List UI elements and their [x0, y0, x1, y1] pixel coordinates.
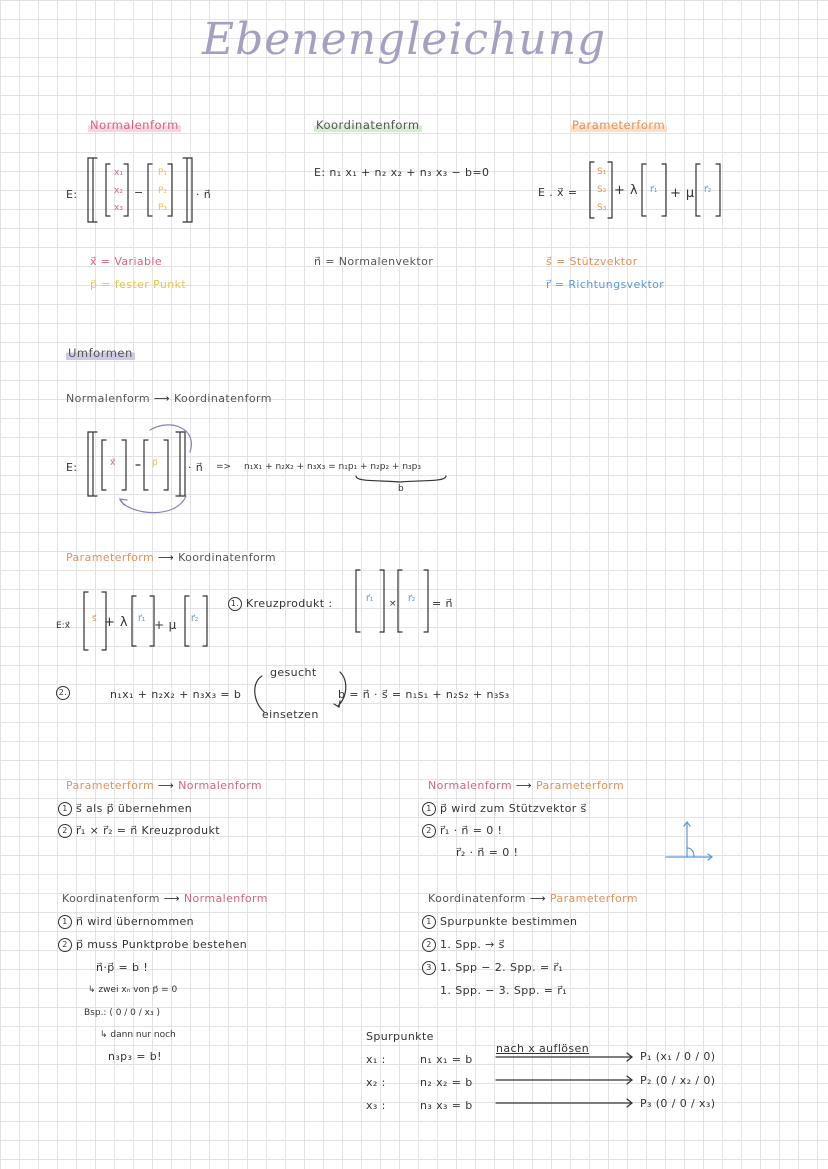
koordinatenform-heading: Koordinatenform	[316, 118, 420, 132]
n-to-k-p: p⃗	[152, 458, 158, 468]
p-to-n-arrow: ⟶	[157, 779, 175, 792]
n-to-k-brackets	[88, 432, 185, 496]
spurpunkt-row-2-result: P₂ (0 / x₂ / 0)	[640, 1074, 716, 1087]
normalenform-brackets	[88, 158, 192, 222]
k-to-p-step-2-num: 2	[422, 938, 436, 952]
p-to-k-step1-label: Kreuzprodukt :	[246, 597, 333, 610]
p-to-k-equals-n: = n⃗	[432, 597, 453, 610]
k-to-n-from: Koordinatenform	[62, 892, 160, 905]
p-to-k-step2-eq: n₁x₁ + n₂x₂ + n₃x₃ = b	[110, 688, 242, 701]
note-normalenvektor: n⃗ = Normalenvektor	[314, 255, 434, 268]
page-title: Ebenengleichung	[202, 14, 607, 65]
spurpunkt-row-3-eq: n₃ x₃ = b	[420, 1099, 473, 1112]
parameterform-heading: Parameterform	[572, 118, 666, 132]
k-to-n-step-1-num: 1	[58, 915, 72, 929]
n-to-p-step-1-num: 1	[422, 802, 436, 816]
gesucht-loop-right	[338, 672, 346, 706]
p-to-k-brackets	[84, 570, 428, 650]
k-to-n-zwei-line: ↳ zwei xₙ von p⃗ = 0	[88, 985, 178, 995]
p-to-k-plus-mu: + μ	[154, 618, 177, 632]
spurpunkt-row-2-var: x₂ :	[366, 1076, 386, 1089]
spurpunkt-row-3-result: P₃ (0 / 0 / x₃)	[640, 1097, 716, 1110]
p-to-n-step-1-text: s⃗ als p⃗ übernehmen	[76, 802, 193, 815]
note-richtungsvektor: r⃗ = Richtungsvektor	[546, 278, 665, 291]
spurpunkt-row-1-var: x₁ :	[366, 1053, 386, 1066]
p-to-k-from: Parameterform	[66, 551, 155, 564]
n-to-p-step-2-line2: r⃗₂ · n⃗ = 0 !	[456, 846, 519, 859]
n-to-k-lhs: E:	[66, 461, 78, 474]
p-to-k-lhs: E:x⃗	[56, 621, 71, 631]
parameterform-plus-mu: + μ	[670, 186, 695, 201]
note-variable: x⃗ = Variable	[90, 255, 163, 268]
k-to-p-from: Koordinatenform	[428, 892, 526, 905]
k-to-p-step-3-text: 1. Spp − 2. Spp. = r⃗₁	[440, 961, 564, 974]
normalenform-x2: x₂	[114, 186, 123, 196]
k-to-n-step-1-text: n⃗ wird übernommen	[76, 915, 195, 928]
parameterform-s3: S₃	[597, 203, 607, 213]
n-to-p-step-1-text: p⃗ wird zum Stützvektor s⃗	[440, 802, 587, 815]
n-to-k-result: n₁x₁ + n₂x₂ + n₃x₃ = n₁p₁ + n₂p₂ + n₃p₃	[244, 462, 421, 472]
normal-vector-sketch	[666, 822, 712, 860]
parameterform-lhs: E . x⃗ =	[538, 186, 578, 199]
k-to-p-step-2-text: 1. Spp. → s⃗	[440, 938, 505, 951]
k-to-p-arrow: ⟶	[529, 892, 546, 905]
p-to-k-s: s⃗	[92, 614, 97, 624]
p-to-k-cross-r1: r⃗₁	[366, 594, 374, 604]
normalenform-p3: P₃	[158, 203, 168, 213]
normalenform-heading: Normalenform	[90, 118, 179, 132]
p-to-k-r1: r⃗₁	[138, 614, 146, 624]
gesucht-loop-left	[255, 676, 264, 712]
p-to-k-step1-num: 1.	[228, 597, 242, 611]
p-to-n-step-2-num: 2	[58, 824, 72, 838]
parameterform-r1: r⃗₁	[650, 185, 658, 195]
parameterform-r2: r⃗₂	[704, 185, 712, 195]
n-to-k-from: Normalenform	[66, 392, 150, 405]
p-to-k-einsetzen: einsetzen	[262, 708, 319, 721]
n-to-p-to: Parameterform	[535, 779, 625, 792]
k-to-p-step-1-text: Spurpunkte bestimmen	[440, 915, 578, 928]
p-to-k-arrow: ⟶	[157, 551, 175, 564]
k-to-p-to: Parameterform	[549, 892, 638, 905]
n-to-k-dot-n: · n⃗	[188, 461, 204, 474]
koordinatenform-equation: E: n₁ x₁ + n₂ x₂ + n₃ x₃ − b=0	[314, 166, 490, 179]
k-to-p-step-1-num: 1	[422, 915, 436, 929]
spurpunkt-row-3-var: x₃ :	[366, 1099, 386, 1112]
normalenform-p2: P₂	[158, 186, 168, 196]
p-to-k-r2: r⃗₂	[191, 614, 199, 624]
spurpunkte-arrows	[496, 1053, 632, 1107]
n-to-k-to: Koordinatenform	[173, 392, 272, 405]
k-to-n-final-line: n₃p₃ = b!	[108, 1050, 162, 1063]
parameterform-brackets	[590, 162, 720, 218]
n-to-p-step-2-num: 2	[422, 824, 436, 838]
k-to-n-step-2-text: p⃗ muss Punktprobe bestehen	[76, 938, 248, 951]
note-stuetzvektor: s⃗ = Stützvektor	[546, 255, 638, 268]
normalenform-dot-n: · n⃗	[196, 188, 212, 201]
p-to-k-cross: ×	[389, 599, 397, 609]
n-to-p-from: Normalenform	[428, 779, 512, 792]
normalenform-x3: x₃	[114, 203, 123, 213]
p-to-n-step-2-text: r⃗₁ × r⃗₂ = n⃗ Kreuzprodukt	[76, 824, 220, 837]
normalenform-x1: x₁	[114, 168, 123, 178]
k-to-n-bsp-line: Bsp.: ( 0 / 0 / x₃ )	[84, 1008, 160, 1018]
parameterform-plus-lambda: + λ	[614, 183, 638, 198]
parameterform-s2: S₂	[597, 185, 607, 195]
spurpunkte-arrow-label: nach x auflösen	[496, 1042, 590, 1055]
n-to-p-arrow: ⟶	[515, 779, 533, 792]
p-to-n-from: Parameterform	[66, 779, 155, 792]
note-fester-punkt: p⃗ = fester Punkt	[90, 278, 187, 291]
normalenform-minus: −	[134, 186, 144, 199]
n-to-k-brace-label: b	[398, 484, 404, 494]
n-to-p-step-2-text: r⃗₁ · n⃗ = 0 !	[440, 824, 503, 837]
n-to-k-implies: =>	[216, 462, 232, 472]
p-to-k-step2-num-text: 2.	[56, 686, 70, 700]
k-to-p-step-3-num: 3	[422, 961, 436, 975]
p-to-k-b-eq: b = n⃗ · s⃗ = n₁s₁ + n₂s₂ + n₃s₃	[338, 688, 510, 701]
n-to-k-arrow: ⟶	[153, 392, 171, 405]
k-to-n-to: Normalenform	[183, 892, 268, 905]
sum-brace	[356, 476, 446, 482]
k-to-n-np-line: n⃗·p⃗ = b !	[96, 961, 149, 974]
normalenform-lhs: E:	[66, 188, 78, 201]
spurpunkt-row-1-result: P₁ (x₁ / 0 / 0)	[640, 1050, 716, 1063]
distribution-arrow-lower	[120, 496, 186, 513]
n-to-k-x: x⃗	[110, 458, 116, 468]
spurpunkt-row-2-eq: n₂ x₂ = b	[420, 1076, 473, 1089]
p-to-n-step-1-num: 1	[58, 802, 72, 816]
p-to-k-plus-lambda: + λ	[104, 615, 128, 630]
k-to-p-step-3-line2: 1. Spp. − 3. Spp. = r⃗₁	[440, 984, 568, 997]
p-to-k-cross-r2: r⃗₂	[408, 594, 416, 604]
p-to-k-to: Koordinatenform	[178, 551, 276, 564]
parameterform-s1: S₁	[597, 167, 607, 177]
k-to-n-dann-line: ↳ dann nur noch	[100, 1030, 176, 1040]
spurpunkt-row-1-eq: n₁ x₁ = b	[420, 1053, 473, 1066]
normalenform-p1: P₁	[158, 168, 168, 178]
k-to-n-step-2-num: 2	[58, 938, 72, 952]
p-to-k-gesucht: gesucht	[270, 666, 317, 679]
p-to-n-to: Normalenform	[178, 779, 263, 792]
k-to-n-arrow: ⟶	[163, 892, 180, 905]
spurpunkte-heading: Spurpunkte	[366, 1030, 434, 1043]
umformen-heading: Umformen	[68, 346, 133, 360]
